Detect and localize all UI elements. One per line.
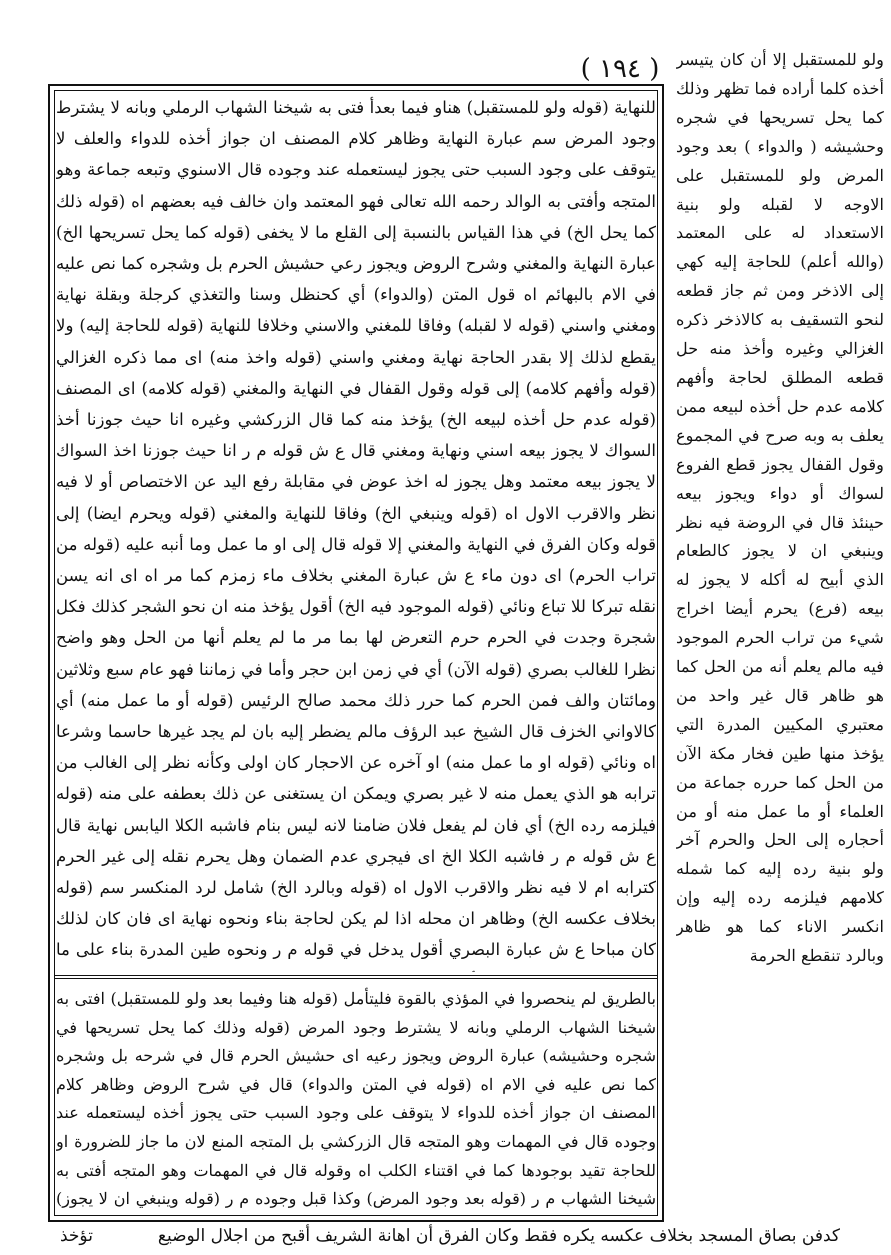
marginal-text-column: ولو للمستقبل إلا أن كان يتيسر أخذه كلما أراده فما تظهر وذلك كما يحل تسريحها في شجره وحشيشه ( والدواء ) بعد وجود المرض ولو للمستقبل على الاوجه لا لقبله ولو بنية الاستعداد له على المعتمد (والله أعلم) للحاجة إليه كهي إلى الاذخر ومن ثم جاز قطعه لنحو التسقيف به كالاذخر ذكره الغزالي وغيره وأخذ منه حل قطعه المطلق لحاجة وأفهم كلامه عدم حل أخذه لبيعه ممن يعلف به وبه صرح في المجموع وقول القفال يجوز قطع الفروع لسواك أو دواء ويجوز بيعه حينئذ قال في الروضة فيه نظر وينبغي ان لا يجوز كالطعام الذي أبيح له أكله لا يجوز له بيعه (فرع) يحرم أيضا اخراج شيء من تراب الحرم الموجود فيه مالم يعلم أنه من الحل كما هو ظاهر قال غير واحد من معتبري المكيين المدرة التي يؤخذ منها طين فخار مكة الآن من الحل كما حرره جماعة من العلماء أو ما عمل منه أو من أحجاره إلى الحل والحرم آخر ولو بنية رده إليه كما شمله كلامهم فيلزمه رده إليه وإن انكسر الاناء كما هو ظاهر وبالرد تنقطع الحرمة: [676, 50, 884, 966]
bottom-margin-line: كدفن بصاق المسجد بخلاف عكسه يكره فقط وكان الفرق أن اهانة الشريف أقبح من اجلال الوضيع: [157, 1226, 840, 1246]
section-divider: [54, 975, 658, 979]
catchword: تؤخذ: [60, 1226, 93, 1246]
commentary-main-text: للنهاية (قوله ولو للمستقبل) هناو فيما بعدأ فتى به شيخنا الشهاب الرملي وبانه لا يشترط وجود المرض سم عبارة النهاية وظاهر كلام المصنف ان جواز أخذه للدواء والعلف لا يتوقف على وجود السبب حتى يجوز ليستعمله عند وجوده قال الاسنوي وتبعه جماعة وهو المتجه وأفتى به الوالد رحمه الله تعالى فهو المعتمد وان خالف فيه بعضهم اه (قوله ذلك كما يحل الخ) في هذا القياس بالنسبة إلى القلع ما لا يخفى (قوله كما يحل تسريحها الخ) عبارة النهاية والمغني وشرح الروض ويجوز رعي حشيش الحرم بل وشجره كما نص عليه في الام بالبهائم اه قول المتن (والدواء) أي كحنظل وسنا والتغذي كرجلة وبقلة نهاية ومغني واسني (قوله لا لقبله) وفاقا للمغني والاسني وخلافا للنهاية (قوله للحاجة إليه) ولا يقطع لذلك إلا بقدر الحاجة نهاية ومغني واسني (قوله واخذ منه) اى مما ذكره الغزالي (قوله وأفهم كلامه) إلى قوله وقول القفال في النهاية والمغني (قوله كلامه) اى المصنف (قوله عدم حل أخذه لبيعه الخ) يؤخذ منه كما قال الزركشي وغيره انا حيث جوزنا أخذ السواك لا يجوز بيعه اسني ونهاية ومغني قال ع ش قوله م ر انا حيث جوزنا اخذ السواك لا يجوز بيعه معتمد وهل يجوز له اخذ عوض في مقابلة رفع اليد عن الاختصاص أو لا فيه نظر والاقرب الاول اه (قوله وينبغي الخ) وفاقا للنهاية والمغني (قوله ويحرم ايضا) إلى قوله وكان الفرق في النهاية والمغني إلا قوله قال إلى او ما عمل وما أنبه عليه (قوله من تراب الحرم) اى دون ماء ع ش عبارة المغني بخلاف ماء زمزم كما مر اه اى انه يسن نقله تبركا للا تباع ونائي (قوله الموجود فيه الخ) أقول يؤخذ منه ان نحو الشجر كذلك فكل شجرة وجدت في الحرم حرم التعرض لها بما مر ما لم يعلم أنها من الحل وهو واضح نظرا للغالب بصري (قوله الآن) أي في زمن ابن حجر وأما في زماننا فهو عام سبع وثلاثين ومائتان والف فمن الحرم كما حرر ذلك محمد صالح الرئيس (قوله أو ما عمل منه) أي كالاواني الخزف قال الشيخ عبد الرؤف مالم يضطر إليه بان لم يجد غيرها حاسما وشرعا اه ونائي (قوله او ما عمل منه) او آخره عن الاحجار كان اولى وكأنه نظر إلى الغالب من ترابه هو الذي يعمل منه لا غير بصري ويمكن ان يستغنى عن ذلك بعطفه على منه (قوله فيلزمه رده الخ) أي فان لم يفعل فلان ضامنا لانه ليس بنام فاشبه الكلا اليابس نهاية قال ع ش قوله م ر فاشبه الكلا الخ اى فيجري عدم الضمان وهل يحرم نقله إلى غير الحرم كترابه ام لا فيه نظر والاقرب الاول اه (قوله وبالرد الخ) شامل لرد المنكسر سم (قوله بخلاف عكسه الخ) وظاهر ان محله اذا لم يكن لحاجة بناء ونحوه نهاية اى فان كان لذلك كان مباحا ع ش عبارة البصري أقول يدخل في قوله م ر ونحوه طين المدرة بناء على ما: [56, 98, 656, 960]
lower-commentary-text: بالطريق لم ينحصروا في المؤذي بالقوة فليتأمل (قوله هنا وفيما بعد ولو للمستقبل) افتى به شيخنا الشهاب الرملي وبانه لا يشترط وجود المرض (قوله وذلك كما يحل تسريحها في شجره وحشيشه) عبارة الروض ويجوز رعيه اى حشيش الحرم قال في شرحه بل وشجره كما نص عليه في الام اه (قوله في المتن والدواء) قال في شرح الروض وظاهر كلام المصنف ان جواز أخذه للدواء لا يتوقف على وجود السبب حتى يجوز أخذه ليستعمله عند وجوده قال في المهمات وهو المتجه قال الزركشي بل المتجه المنع لان ما جاز للضرورة او للحاجة تقيد بوجودها كما في اقتناء الكلب اه وقوله قال في المهمات وهو المتجه أفتى به شيخنا الشهاب م ر (قوله بعد وجود المرض) وكذا قبل وجوده م ر (قوله وينبغي ان لا يجوز): [56, 989, 656, 1209]
page-number: ( ١٩٤ ): [580, 54, 660, 84]
